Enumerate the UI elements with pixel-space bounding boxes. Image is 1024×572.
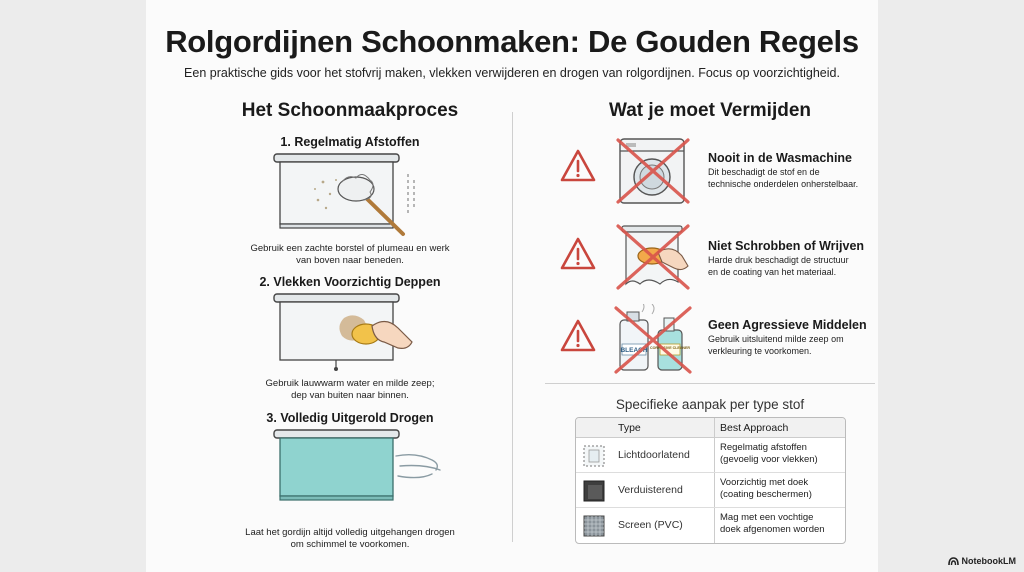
- drying-illustration: [268, 428, 453, 508]
- warning-1-title: Nooit in de Wasmachine: [708, 151, 853, 165]
- warning-triangle-icon: [560, 148, 596, 184]
- type-name: Lichtdoorlatend: [618, 449, 690, 461]
- warning-1-text: Dit beschadigt de stof en de technische onderdelen onherstelbaar.: [708, 167, 859, 189]
- page-title: Rolgordijnen Schoonmaken: De Gouden Regels: [165, 24, 859, 59]
- header-type: Type: [618, 422, 641, 434]
- table-row: [576, 508, 845, 543]
- washing-machine-icon: [612, 136, 694, 206]
- page-subtitle: Een praktische gids voor het stofvrij maken, vlekken verwijderen en drogen van rolgordijnen. Focus op voorzichtigheid.: [184, 66, 840, 80]
- step-3-title: 3. Volledig Uitgerold Drogen: [266, 411, 434, 425]
- section-divider: [545, 383, 875, 384]
- step-1-caption: Gebruik een zachte borstel of plumeau en werk van boven naar beneden.: [250, 243, 450, 266]
- scrubbing-icon: [612, 222, 694, 292]
- table-row: [576, 438, 845, 473]
- cleaner-label: CORROSIVE CLEANER: [650, 346, 690, 350]
- bleach-label: BLEACH: [620, 347, 648, 354]
- notebooklm-brand: NotebookLM: [948, 556, 1017, 566]
- table-header: [576, 418, 845, 438]
- dabbing-illustration: [268, 292, 433, 372]
- process-heading: Het Schoonmaakproces: [241, 100, 459, 121]
- warning-2-text: Harde druk beschadigt de structuur en de coating van het materiaal.: [708, 255, 849, 277]
- chemical-bottles-icon: [612, 304, 694, 376]
- warning-3-text: Gebruik uitsluitend milde zeep om verkleuring te voorkomen.: [708, 334, 844, 356]
- warning-triangle-icon: [560, 236, 596, 272]
- warning-3-title: Geen Agressieve Middelen: [708, 318, 867, 332]
- warning-triangle-icon: [560, 318, 596, 354]
- step-1-title: 1. Regelmatig Afstoffen: [280, 135, 420, 149]
- approach-text: Voorzichtig met doek (coating beschermen): [720, 477, 812, 501]
- type-name: Screen (PVC): [618, 519, 683, 531]
- approach-text: Regelmatig afstoffen (gevoelig voor vlekken): [720, 442, 818, 466]
- wind-icon: [396, 455, 440, 478]
- fabric-type-table: [575, 417, 846, 544]
- table-title: Specifieke aanpak per type stof: [615, 397, 805, 412]
- type-name: Verduisterend: [618, 484, 683, 496]
- dusting-illustration: [268, 152, 433, 242]
- notebooklm-logo-icon: [948, 557, 959, 566]
- header-approach: Best Approach: [720, 422, 789, 434]
- step-2-caption: Gebruik lauwwarm water en milde zeep; dep van buiten naar binnen.: [265, 378, 435, 401]
- step-2-title: 2. Vlekken Voorzichtig Deppen: [259, 275, 441, 289]
- warning-2-title: Niet Schrobben of Wrijven: [708, 239, 865, 253]
- table-row: [576, 473, 845, 508]
- sheer-fabric-icon: [582, 444, 606, 468]
- avoid-heading: Wat je moet Vermijden: [608, 100, 811, 121]
- screen-mesh-icon: [582, 514, 606, 538]
- column-divider: [512, 112, 513, 542]
- blackout-fabric-icon: [582, 479, 606, 503]
- step-3-caption: Laat het gordijn altijd volledig uitgehangen drogen om schimmel te voorkomen.: [245, 527, 455, 550]
- approach-text: Mag met een vochtige doek afgenomen worden: [720, 512, 825, 536]
